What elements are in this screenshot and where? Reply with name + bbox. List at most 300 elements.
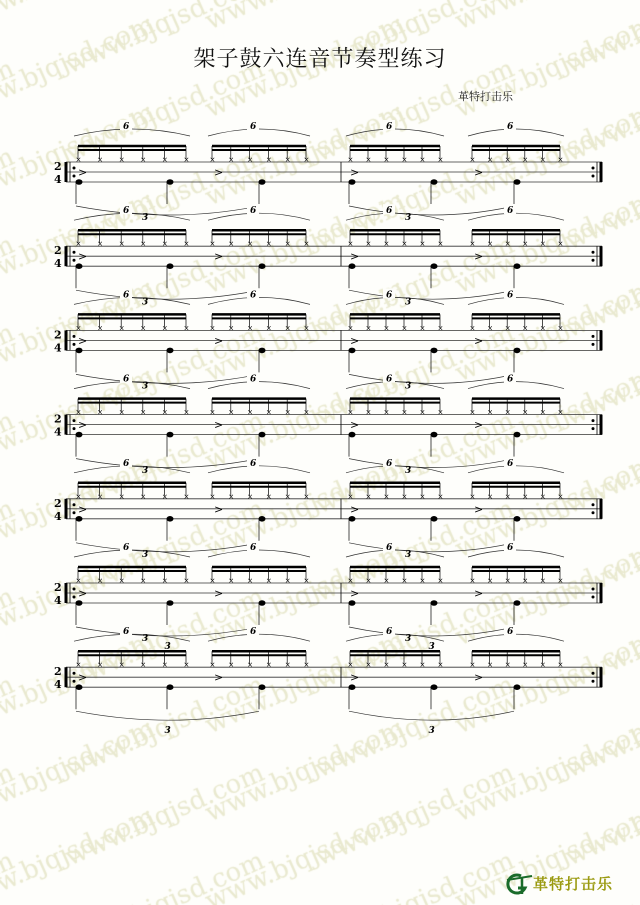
- page-title: 架子鼓六连音节奏型练习: [193, 47, 447, 72]
- repeat-dot: [73, 335, 76, 338]
- tuplet-arc: [346, 297, 444, 304]
- repeat-dot: [73, 672, 76, 675]
- tuplet-arc: [74, 382, 190, 389]
- bass-notehead: [76, 263, 83, 269]
- bass-notehead: [514, 263, 521, 269]
- x-notehead: ×: [347, 240, 354, 249]
- tuplet-label: 6: [250, 374, 257, 385]
- bass-notehead: [76, 348, 83, 354]
- repeat-dot: [592, 672, 595, 675]
- tuplet-arc: [468, 382, 564, 389]
- x-notehead: ×: [522, 577, 529, 585]
- tuplet-arc: [208, 466, 310, 473]
- x-notehead: ×: [401, 577, 408, 585]
- system: [54, 373, 602, 468]
- x-notehead: ×: [209, 156, 216, 164]
- accent-mark: >: [474, 250, 484, 264]
- bass-notehead: [76, 432, 83, 438]
- x-notehead: ×: [504, 408, 511, 417]
- time-signature-bottom: 4: [54, 425, 62, 439]
- x-notehead: ×: [228, 156, 235, 164]
- repeat-dot: [592, 596, 595, 599]
- tuplet-label: 6: [123, 290, 130, 301]
- bass-notehead: [431, 684, 438, 690]
- x-notehead: ×: [487, 577, 493, 585]
- tuplet-sub-label: 3: [142, 634, 149, 645]
- system: [54, 541, 602, 652]
- x-notehead: ×: [228, 577, 235, 585]
- x-notehead: ×: [183, 577, 190, 585]
- tuplet-label: 6: [123, 206, 130, 217]
- bass-notehead: [431, 179, 438, 185]
- tuplet-sub-label: 3: [142, 381, 149, 392]
- x-notehead: ×: [303, 492, 310, 501]
- bass-notehead: [349, 348, 356, 354]
- tuplet-label: 6: [507, 543, 514, 553]
- bass-notehead: [514, 432, 521, 438]
- x-notehead: ×: [469, 492, 476, 501]
- x-notehead: ×: [487, 492, 493, 501]
- x-notehead: ×: [228, 661, 235, 670]
- bass-notehead: [76, 516, 83, 522]
- x-notehead: ×: [97, 324, 103, 333]
- x-notehead: ×: [469, 577, 476, 585]
- x-notehead: ×: [118, 240, 125, 249]
- bass-notehead: [349, 516, 356, 522]
- bass-bracket: [76, 206, 259, 215]
- bass-notehead: [76, 684, 83, 690]
- tuplet-arc: [346, 213, 444, 220]
- x-notehead: ×: [419, 408, 426, 417]
- bass-notehead: [259, 263, 266, 269]
- tuplet-arc: [208, 634, 310, 641]
- tuplet-label: 6: [123, 627, 130, 638]
- accent-mark: >: [214, 166, 224, 179]
- repeat-dot: [592, 335, 595, 338]
- x-notehead: ×: [347, 577, 354, 585]
- repeat-dot: [73, 588, 76, 591]
- bass-notehead: [431, 516, 438, 522]
- tuplet-arc: [346, 634, 444, 641]
- tuplet-label: 6: [386, 290, 393, 301]
- tuplet-arc: [74, 634, 190, 641]
- x-notehead: ×: [284, 156, 291, 164]
- x-notehead: ×: [383, 661, 390, 670]
- bass-notehead: [349, 600, 356, 606]
- tuplet-sub-label: 3: [142, 297, 149, 308]
- tuplet-label: 6: [250, 206, 257, 217]
- x-notehead: ×: [539, 492, 546, 501]
- bass-notehead: [167, 600, 174, 606]
- tuplet-arc: [468, 634, 564, 641]
- x-notehead: ×: [183, 492, 190, 501]
- accent-mark: >: [78, 418, 88, 432]
- x-notehead: ×: [383, 492, 390, 501]
- x-notehead: ×: [487, 156, 493, 164]
- tuplet-arc: [468, 129, 564, 136]
- bass-notehead: [349, 684, 356, 690]
- x-notehead: ×: [75, 492, 82, 501]
- bass-bracket: [76, 459, 259, 468]
- repeat-dot: [73, 419, 76, 422]
- x-notehead: ×: [140, 156, 147, 164]
- x-notehead: ×: [557, 240, 564, 249]
- bass-tuplet-label: 3: [164, 642, 171, 652]
- bass-notehead: [514, 600, 521, 606]
- x-notehead: ×: [265, 156, 272, 164]
- x-notehead: ×: [284, 408, 291, 417]
- x-notehead: ×: [183, 408, 190, 417]
- tuplet-label: 6: [507, 374, 514, 385]
- x-notehead: ×: [284, 577, 291, 585]
- x-notehead: ×: [247, 492, 253, 501]
- tuplet-label: 6: [386, 374, 393, 385]
- x-notehead: ×: [118, 156, 125, 164]
- tuplet-label: 6: [386, 206, 393, 217]
- bass-notehead: [167, 432, 174, 438]
- bass-bracket: [349, 627, 514, 636]
- time-signature-top: 2: [54, 496, 62, 510]
- time-signature-bottom: 4: [54, 341, 62, 355]
- x-notehead: ×: [437, 240, 444, 249]
- bass-notehead: [76, 179, 83, 185]
- x-notehead: ×: [247, 577, 253, 585]
- x-notehead: ×: [383, 577, 390, 585]
- x-notehead: ×: [419, 240, 426, 249]
- repeat-dot: [73, 343, 76, 346]
- x-notehead: ×: [469, 324, 476, 333]
- x-notehead: ×: [419, 577, 426, 585]
- time-signature-bottom: 4: [54, 678, 62, 692]
- bass-notehead: [167, 348, 174, 354]
- x-notehead: ×: [469, 240, 476, 249]
- x-notehead: ×: [347, 492, 354, 501]
- accent-mark: >: [214, 334, 224, 348]
- x-notehead: ×: [118, 661, 125, 670]
- x-notehead: ×: [118, 324, 125, 333]
- tuplet-label: 6: [507, 627, 514, 638]
- accent-mark: >: [474, 418, 484, 432]
- bass-notehead: [259, 179, 266, 185]
- tuplet-label: 6: [123, 374, 130, 385]
- bass-bracket: [349, 711, 514, 720]
- bass-notehead: [514, 516, 521, 522]
- x-notehead: ×: [183, 661, 190, 670]
- system: [54, 457, 602, 552]
- x-notehead: ×: [365, 577, 372, 585]
- x-notehead: ×: [347, 156, 354, 164]
- accent-mark: >: [214, 502, 224, 516]
- repeat-dot: [592, 427, 595, 430]
- x-notehead: ×: [140, 661, 147, 670]
- tuplet-label: 6: [123, 458, 130, 469]
- x-notehead: ×: [437, 492, 444, 501]
- accent-mark: >: [214, 250, 224, 264]
- accent-mark: >: [350, 418, 360, 432]
- x-notehead: ×: [539, 240, 546, 249]
- x-notehead: ×: [487, 324, 493, 333]
- tuplet-sub-label: 3: [142, 465, 149, 476]
- accent-mark: >: [78, 502, 88, 516]
- x-notehead: ×: [539, 577, 546, 585]
- repeat-dot: [73, 680, 76, 683]
- author: 革特打击乐: [458, 90, 513, 103]
- x-notehead: ×: [265, 492, 272, 501]
- x-notehead: ×: [469, 156, 476, 164]
- bass-bracket: [349, 206, 514, 215]
- x-notehead: ×: [504, 577, 511, 585]
- tuplet-label: 6: [386, 458, 393, 469]
- tuplet-sub-label: 3: [142, 213, 149, 224]
- tuplet-label: 6: [386, 543, 393, 553]
- time-signature-top: 2: [54, 244, 62, 258]
- time-signature-top: 2: [54, 328, 62, 342]
- x-notehead: ×: [161, 156, 168, 164]
- tuplet-label: 6: [507, 206, 514, 217]
- x-notehead: ×: [401, 324, 408, 333]
- x-notehead: ×: [504, 324, 511, 333]
- tuplet-label: 6: [250, 458, 257, 469]
- x-notehead: ×: [365, 492, 372, 501]
- x-notehead: ×: [228, 492, 235, 501]
- tuplet-label: 6: [507, 290, 514, 301]
- bass-notehead: [514, 179, 521, 185]
- repeat-dot: [73, 511, 76, 514]
- repeat-dot: [73, 175, 76, 178]
- tuplet-arc: [346, 550, 444, 557]
- tuplet-arc: [346, 129, 444, 136]
- bass-notehead: [514, 348, 521, 354]
- x-notehead: ×: [265, 577, 272, 585]
- accent-mark: >: [350, 334, 360, 348]
- x-notehead: ×: [365, 324, 372, 333]
- accent-mark: >: [350, 587, 360, 600]
- x-notehead: ×: [557, 156, 564, 164]
- x-notehead: ×: [284, 492, 291, 501]
- tuplet-arc: [208, 213, 310, 220]
- x-notehead: ×: [97, 156, 103, 164]
- bass-bracket: [76, 543, 259, 552]
- x-notehead: ×: [183, 240, 190, 249]
- time-signature-bottom: 4: [54, 257, 62, 271]
- tuplet-arc: [208, 382, 310, 389]
- x-notehead: ×: [161, 324, 168, 333]
- tuplet-sub-label: 3: [405, 381, 412, 392]
- accent-mark: >: [350, 671, 360, 685]
- bass-bracket: [349, 459, 514, 468]
- x-notehead: ×: [183, 324, 190, 333]
- x-notehead: ×: [303, 324, 310, 333]
- tuplet-arc: [74, 466, 190, 473]
- accent-mark: >: [78, 166, 88, 179]
- x-notehead: ×: [522, 240, 529, 249]
- x-notehead: ×: [401, 156, 408, 164]
- tuplet-sub-label: 3: [405, 465, 412, 476]
- tuplet-label: 6: [507, 122, 514, 132]
- time-signature-top: 2: [54, 412, 62, 426]
- accent-mark: >: [78, 250, 88, 264]
- x-notehead: ×: [437, 661, 444, 670]
- x-notehead: ×: [140, 324, 147, 333]
- bass-notehead: [259, 600, 266, 606]
- x-notehead: ×: [97, 661, 103, 670]
- tuplet-arc: [208, 297, 310, 304]
- x-notehead: ×: [284, 240, 291, 249]
- logo: [505, 872, 613, 896]
- repeat-dot: [592, 511, 595, 514]
- x-notehead: ×: [209, 492, 216, 501]
- x-notehead: ×: [97, 240, 103, 249]
- system: [54, 120, 602, 215]
- x-notehead: ×: [247, 661, 253, 670]
- x-notehead: ×: [284, 661, 291, 670]
- x-notehead: ×: [383, 324, 390, 333]
- x-notehead: ×: [228, 408, 235, 417]
- x-notehead: ×: [383, 240, 390, 249]
- x-notehead: ×: [228, 324, 235, 333]
- time-signature-bottom: 4: [54, 173, 62, 186]
- tuplet-label: 6: [250, 290, 257, 301]
- tuplet-label: 6: [507, 458, 514, 469]
- x-notehead: ×: [401, 492, 408, 501]
- x-notehead: ×: [557, 577, 564, 585]
- x-notehead: ×: [469, 661, 476, 670]
- repeat-dot: [592, 343, 595, 346]
- x-notehead: ×: [228, 240, 235, 249]
- system: [54, 204, 602, 299]
- bass-bracket: [76, 290, 259, 299]
- accent-mark: >: [214, 671, 224, 685]
- x-notehead: ×: [522, 492, 529, 501]
- x-notehead: ×: [504, 492, 511, 501]
- bass-notehead: [167, 684, 174, 690]
- repeat-dot: [592, 503, 595, 506]
- bass-notehead: [259, 516, 266, 522]
- x-notehead: ×: [209, 577, 216, 585]
- time-signature-bottom: 4: [54, 509, 62, 523]
- x-notehead: ×: [97, 577, 103, 585]
- x-notehead: ×: [75, 577, 82, 585]
- tuplet-sub-label: 3: [142, 550, 149, 560]
- tuplet-arc: [74, 213, 190, 220]
- bass-bracket: [76, 711, 259, 720]
- accent-mark: >: [78, 587, 88, 600]
- x-notehead: ×: [75, 408, 82, 417]
- x-notehead: ×: [247, 240, 253, 249]
- bass-notehead: [76, 600, 83, 606]
- x-notehead: ×: [401, 240, 408, 249]
- accent-mark: >: [350, 502, 360, 516]
- x-notehead: ×: [419, 492, 426, 501]
- x-notehead: ×: [522, 156, 529, 164]
- tuplet-arc: [208, 129, 310, 136]
- x-notehead: ×: [539, 408, 546, 417]
- x-notehead: ×: [347, 661, 354, 670]
- x-notehead: ×: [265, 240, 272, 249]
- system: [54, 288, 602, 383]
- tuplet-arc: [468, 213, 564, 220]
- tuplet-label: 6: [386, 122, 393, 132]
- x-notehead: ×: [504, 156, 511, 164]
- x-notehead: ×: [557, 492, 564, 501]
- x-notehead: ×: [265, 661, 272, 670]
- tuplet-label: 6: [250, 627, 257, 638]
- bass-notehead: [431, 600, 438, 606]
- x-notehead: ×: [383, 156, 390, 164]
- bass-notehead: [167, 179, 174, 185]
- bass-notehead: [349, 179, 356, 185]
- repeat-dot: [592, 680, 595, 683]
- time-signature-bottom: 4: [54, 594, 62, 607]
- x-notehead: ×: [539, 156, 546, 164]
- repeat-dot: [73, 596, 76, 599]
- tuplet-arc: [346, 382, 444, 389]
- bass-notehead: [349, 263, 356, 269]
- logo-text: 革特打击乐: [533, 875, 614, 893]
- x-notehead: ×: [161, 408, 168, 417]
- bass-notehead: [259, 684, 266, 690]
- tuplet-arc: [346, 466, 444, 473]
- bass-notehead: [431, 263, 438, 269]
- repeat-dot: [592, 259, 595, 262]
- x-notehead: ×: [419, 156, 426, 164]
- accent-mark: >: [350, 250, 360, 264]
- x-notehead: ×: [365, 156, 372, 164]
- accent-mark: >: [78, 334, 88, 348]
- x-notehead: ×: [284, 324, 291, 333]
- x-notehead: ×: [365, 661, 372, 670]
- x-notehead: ×: [75, 324, 82, 333]
- x-notehead: ×: [419, 661, 426, 670]
- repeat-dot: [592, 419, 595, 422]
- x-notehead: ×: [504, 661, 511, 670]
- x-notehead: ×: [161, 492, 168, 501]
- x-notehead: ×: [75, 661, 82, 670]
- bass-tuplet-label: 3: [428, 726, 435, 737]
- tuplet-sub-label: 3: [405, 213, 412, 224]
- x-notehead: ×: [140, 492, 147, 501]
- x-notehead: ×: [504, 240, 511, 249]
- accent-mark: >: [474, 587, 484, 600]
- x-notehead: ×: [75, 156, 82, 164]
- x-notehead: ×: [247, 324, 253, 333]
- x-notehead: ×: [557, 661, 564, 670]
- x-notehead: ×: [437, 156, 444, 164]
- repeat-dot: [73, 503, 76, 506]
- tuplet-arc: [74, 550, 190, 557]
- bass-notehead: [167, 516, 174, 522]
- x-notehead: ×: [557, 324, 564, 333]
- x-notehead: ×: [247, 156, 253, 164]
- x-notehead: ×: [265, 324, 272, 333]
- bass-bracket: [349, 290, 514, 299]
- tuplet-label: 6: [123, 122, 130, 132]
- time-signature-top: 2: [54, 665, 62, 679]
- x-notehead: ×: [539, 661, 546, 670]
- x-notehead: ×: [401, 408, 408, 417]
- x-notehead: ×: [487, 408, 493, 417]
- x-notehead: ×: [209, 324, 216, 333]
- accent-mark: >: [474, 671, 484, 685]
- time-signature-top: 2: [54, 581, 62, 594]
- x-notehead: ×: [437, 577, 444, 585]
- bass-notehead: [259, 348, 266, 354]
- repeat-dot: [73, 427, 76, 430]
- x-notehead: ×: [303, 577, 310, 585]
- x-notehead: ×: [347, 324, 354, 333]
- x-notehead: ×: [265, 408, 272, 417]
- tuplet-label: 6: [123, 543, 130, 553]
